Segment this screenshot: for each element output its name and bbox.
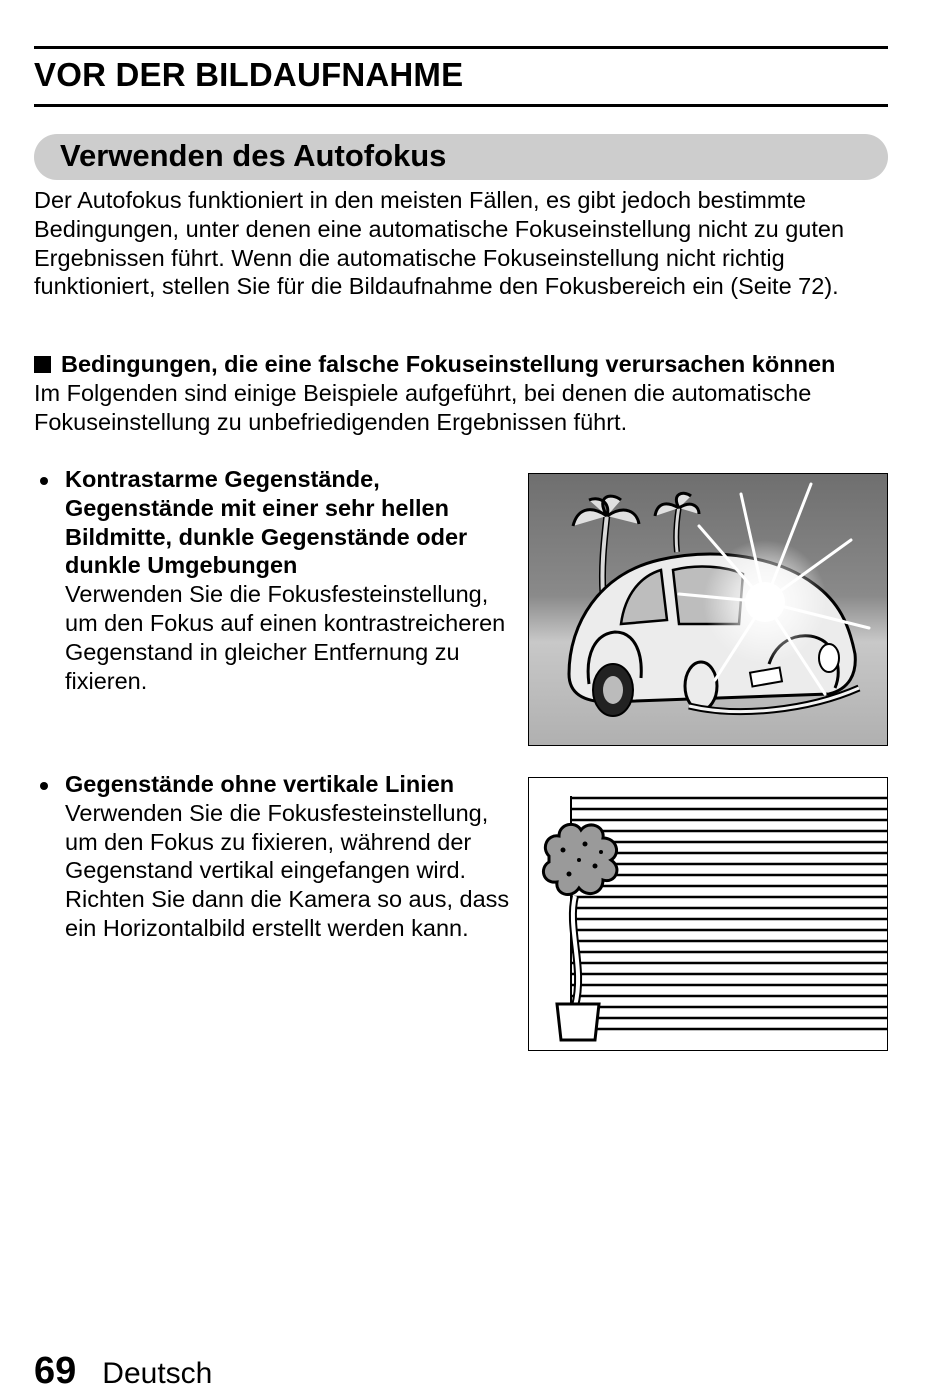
bullet-dot-icon: [40, 782, 48, 790]
section-title-bar: [34, 134, 888, 180]
blinds-plant-icon: [529, 778, 887, 1050]
conditions-paragraph: Im Folgenden sind einige Beispiele aufgeführt, bei denen die automatische Fokuseinstellung zu unbefriedigenden Ergebnissen führt.: [34, 380, 812, 435]
conditions-heading-text: Bedingungen, die eine falsche Fokuseinstellung verursachen können: [61, 351, 836, 377]
list-item-description: Verwenden Sie die Fokusfesteinstellung, um den Fokus zu fixieren, während der Gegenstand vertikal eingefangen wird. Richten Sie dann die Kamera so aus, dass ein Horizontalbild erstellt werden kann.: [65, 799, 510, 941]
list-item-heading: Gegenstände ohne vertikale Linien: [65, 771, 455, 797]
top-rule: [34, 46, 888, 49]
bullet-dot-icon: [40, 477, 48, 485]
list-item-description: Verwenden Sie die Fokusfesteinstellung, um den Fokus auf einen kontrastreicheren Gegenstand in gleicher Entfernung zu fixieren.: [65, 581, 506, 694]
language-label: Deutsch: [102, 1357, 213, 1390]
chapter-title: VOR DER BILDAUFNAHME: [34, 56, 464, 93]
conditions-heading: [34, 350, 835, 379]
page-footer: [34, 1350, 212, 1393]
square-bullet-icon: [34, 356, 51, 373]
section-title: Verwenden des Autofokus: [60, 138, 447, 173]
car-glare-icon: [529, 474, 887, 745]
list-item: [34, 465, 514, 695]
list-item-heading: Kontrastarme Gegenstände, Gegenstände mit einer sehr hellen Bildmitte, dunkle Gegenstände oder dunkle Umgebungen: [65, 466, 468, 579]
intro-paragraph: Der Autofokus funktioniert in den meisten Fällen, es gibt jedoch bestimmte Bedingungen, unter denen eine automatische Fokuseinstellung nicht zu guten Ergebnissen führt. Wenn die automatische Fokuseinstellung nicht richtig funktioniert, stellen Sie für die Bildaufnahme den Fokusbereich ein (Seite 72).: [34, 187, 845, 300]
car-illustration: [528, 473, 888, 746]
blinds-illustration: [528, 777, 888, 1051]
header-rule: [34, 104, 888, 107]
list-item: [34, 770, 514, 943]
page-number: 69: [34, 1350, 77, 1392]
